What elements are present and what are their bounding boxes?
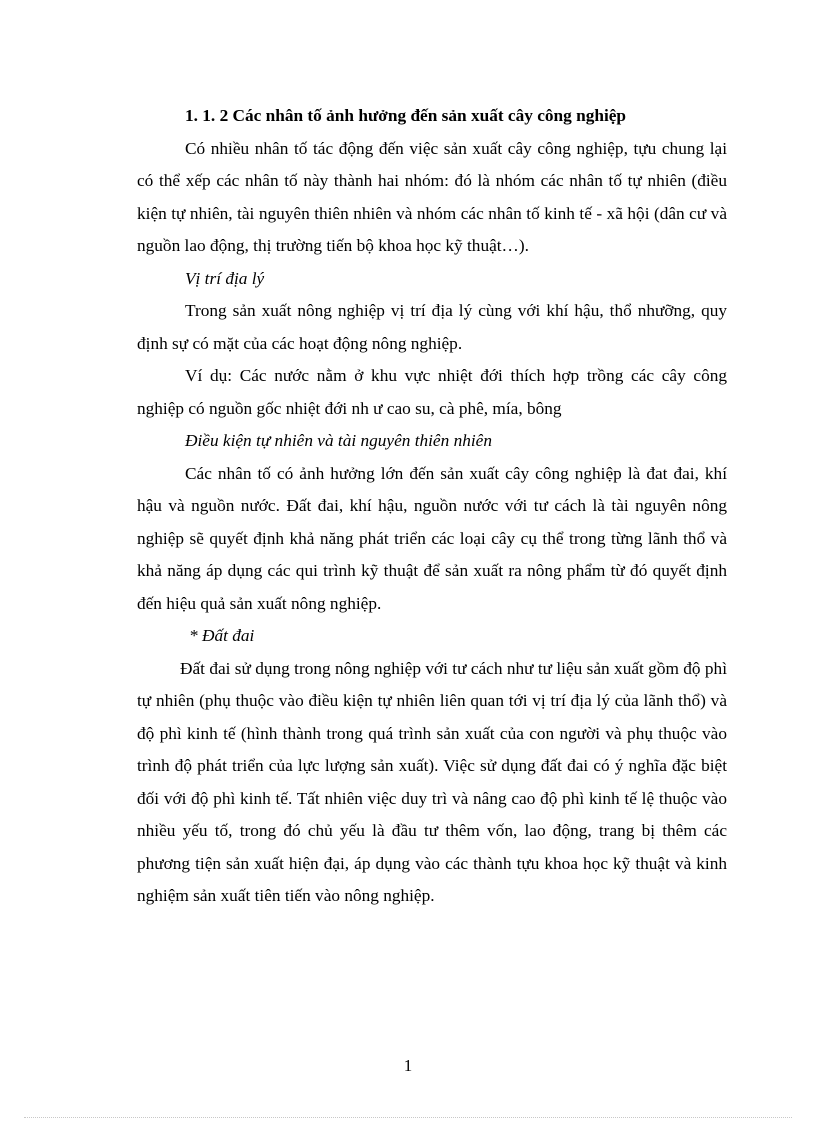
page-number: 1 [403,1056,413,1075]
paragraph-intro: Có nhiều nhân tố tác động đến việc sản xuất cây công nghiệp, tựu chung lại có thể xếp các nhân tố này thành hai nhóm: đó là nhóm các nhân tố tự nhiên (điều kiện tự nhiên, tài nguyên thiên nhiên và nhóm các nhân tố kinh tế - xã hội (dân cư và nguồn lao động, thị trường tiến bộ khoa học kỹ thuật…). [137,138,727,255]
paragraph-location: Trong sản xuất nông nghiệp vị trí địa lý cùng với khí hậu, thổ nhưỡng, quy định sự có mặt của các hoạt động nông nghiệp. [137,301,727,353]
paragraph-example: Ví dụ: Các nước nằm ở khu vực nhiệt đới thích hợp trồng các cây công nghiệp có nguồn gốc nhiệt đới nh ư cao su, cà phê, mía, bông [137,366,727,418]
paragraph-natural-conditions: Các nhân tố có ảnh hưởng lớn đến sản xuất cây công nghiệp là đat đai, khí hậu và nguồn nước. Đất đai, khí hậu, nguồn nước với tư cách là tài nguyên nông nghiệp sẽ quyết định khả năng phát triển các loại cây cụ thể trong từng lãnh thổ và khả năng áp dụng các qui trình kỹ thuật để sản xuất ra nông phẩm từ đó quyết định đến hiệu quả sản xuất nông nghiệp. [137,463,727,613]
page-bottom-divider [24,1117,792,1118]
section-heading: 1. 1. 2 Các nhân tố ảnh hưởng đến sản xuất cây công nghiệp [185,106,627,125]
subheading-location: Vị trí địa lý [185,268,265,288]
subheading-natural-conditions: Điều kiện tự nhiên và tài nguyên thiên nhiên [185,431,492,450]
document-body [137,100,727,913]
subheading-land: * Đất đai [189,626,255,645]
paragraph-land: Đất đai sử dụng trong nông nghiệp với tư cách như tư liệu sản xuất gồm độ phì tự nhiên (phụ thuộc vào điều kiện tự nhiên liên quan tới vị trí địa lý của lãnh thổ) và độ phì kinh tế (hình thành trong quá trình sản xuất của con người và phụ thuộc vào trình độ phát triển của lực lượng sản xuất). Việc sử dụng đất đai có ý nghĩa đặc biệt đối với độ phì kinh tế. Tất nhiên việc duy trì và nâng cao độ phì kinh tế lệ thuộc vào nhiều yếu tố, trong đó chủ yếu là đầu tư thêm vốn, lao động, trang bị thêm các phương tiện sản xuất hiện đại, áp dụng vào các thành tựu khoa học kỹ thuật và kinh nghiệm sản xuất tiên tiến vào nông nghiệp. [137,658,727,905]
